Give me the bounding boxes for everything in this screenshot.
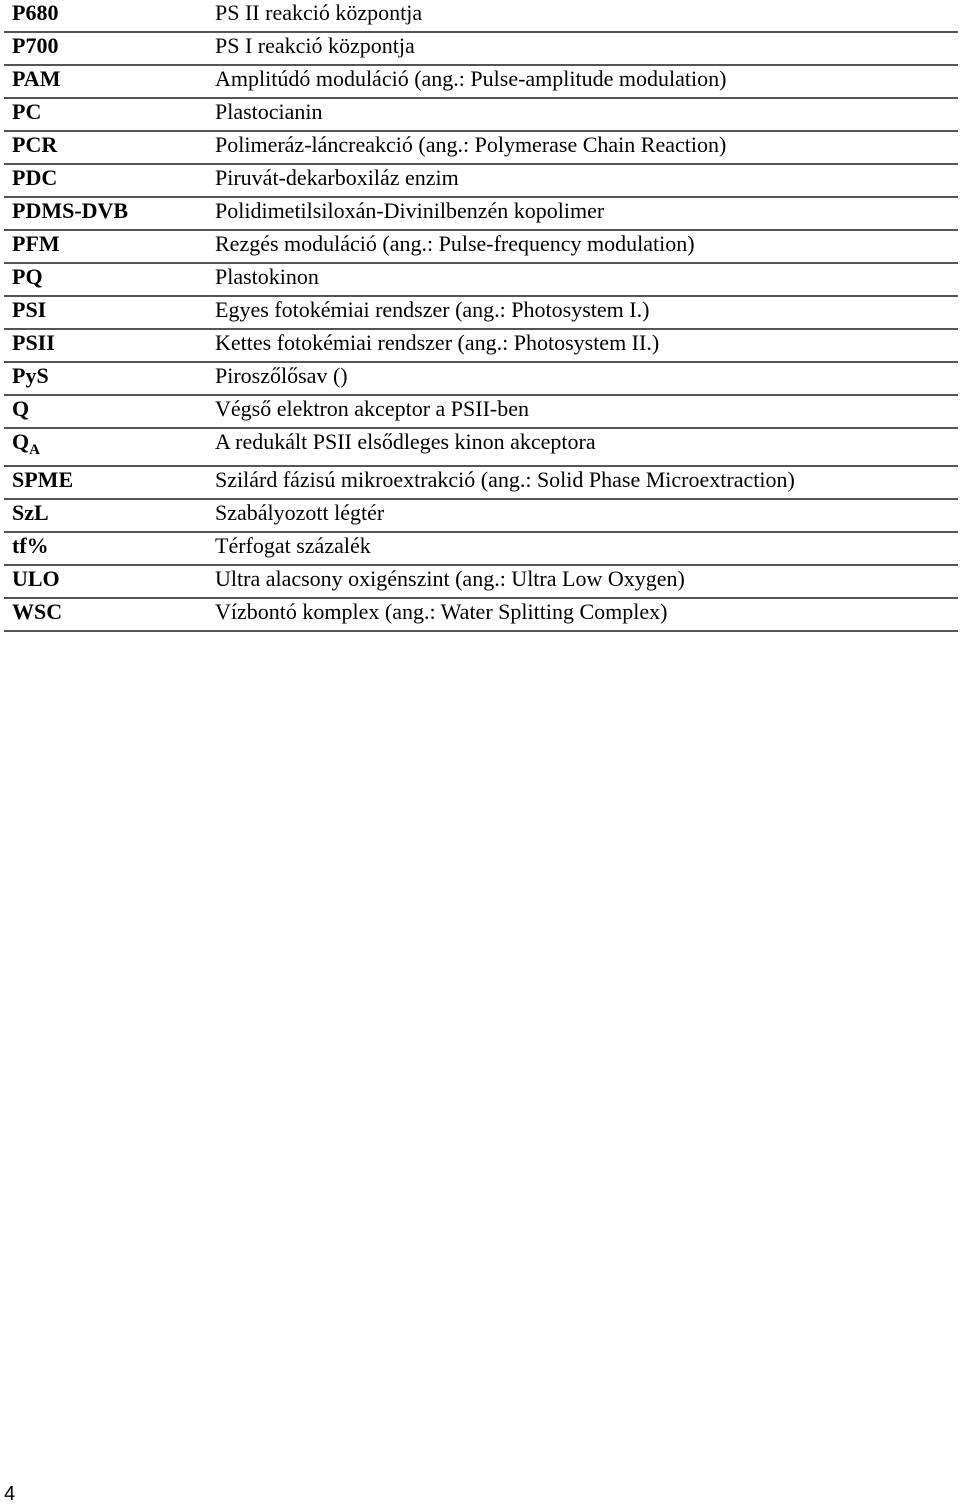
abbreviation-definition: Plastokinon bbox=[215, 264, 319, 289]
table-row bbox=[4, 533, 958, 566]
table-row bbox=[4, 396, 958, 429]
abbreviation-definition: Piroszőlősav () bbox=[215, 363, 348, 388]
abbreviation-definition: Rezgés moduláció (ang.: Pulse-frequency modulation) bbox=[215, 231, 695, 256]
table-row bbox=[4, 165, 958, 198]
abbreviation-definition: A redukált PSII elsődleges kinon akceptora bbox=[215, 429, 596, 454]
abbreviation-definition: Térfogat százalék bbox=[215, 533, 371, 558]
table-row bbox=[4, 66, 958, 99]
abbreviation-table bbox=[4, 0, 958, 632]
abbreviation-definition: Kettes fotokémiai rendszer (ang.: Photosystem II.) bbox=[215, 330, 660, 355]
abbreviation-term: ULO bbox=[12, 566, 60, 591]
table-row bbox=[4, 198, 958, 231]
abbreviation-definition: Polimeráz-láncreakció (ang.: Polymerase Chain Reaction) bbox=[215, 132, 727, 157]
abbreviation-term: PyS bbox=[12, 363, 49, 388]
abbreviation-term: SPME bbox=[12, 467, 74, 492]
abbreviation-term: PC bbox=[12, 99, 42, 124]
abbreviation-definition: Polidimetilsiloxán-Divinilbenzén kopolimer bbox=[215, 198, 605, 223]
table-row bbox=[4, 363, 958, 396]
abbreviation-definition: Szabályozott légtér bbox=[215, 500, 385, 525]
abbreviation-definition: Piruvát-dekarboxiláz enzim bbox=[215, 165, 459, 190]
abbreviation-definition: Vízbontó komplex (ang.: Water Splitting Complex) bbox=[215, 599, 668, 624]
abbreviation-definition: Plastocianin bbox=[215, 99, 323, 124]
abbreviation-definition: Ultra alacsony oxigénszint (ang.: Ultra Low Oxygen) bbox=[215, 566, 685, 591]
abbreviation-definition: Végső elektron akceptor a PSII-ben bbox=[215, 396, 530, 421]
abbreviation-term: tf% bbox=[12, 533, 49, 558]
table-row bbox=[4, 330, 958, 363]
abbreviation-term bbox=[12, 429, 40, 458]
table-row bbox=[4, 566, 958, 599]
abbreviation-definition: PS I reakció központja bbox=[215, 33, 415, 58]
abbreviation-term: P700 bbox=[12, 33, 59, 58]
table-row bbox=[4, 0, 958, 33]
abbreviation-term: PDMS-DVB bbox=[12, 198, 129, 223]
abbreviation-definition: PS II reakció központja bbox=[215, 0, 423, 25]
abbreviation-term: WSC bbox=[12, 599, 63, 624]
table-row bbox=[4, 500, 958, 533]
abbreviation-term-subscript: A bbox=[29, 442, 40, 458]
table-row bbox=[4, 231, 958, 264]
table-row bbox=[4, 599, 958, 632]
abbreviation-definition: Amplitúdó moduláció (ang.: Pulse-amplitude modulation) bbox=[215, 66, 727, 91]
table-row bbox=[4, 264, 958, 297]
abbreviation-term: PSII bbox=[12, 330, 55, 355]
abbreviation-term: PAM bbox=[12, 66, 61, 91]
abbreviation-term: PQ bbox=[12, 264, 43, 289]
table-row bbox=[4, 429, 958, 467]
table-row bbox=[4, 297, 958, 330]
table-row bbox=[4, 467, 958, 500]
abbreviation-term: SzL bbox=[12, 500, 49, 525]
abbreviation-term: PFM bbox=[12, 231, 60, 256]
abbreviation-definition: Egyes fotokémiai rendszer (ang.: Photosystem I.) bbox=[215, 297, 650, 322]
abbreviation-definition: Szilárd fázisú mikroextrakció (ang.: Solid Phase Microextraction) bbox=[215, 467, 795, 492]
abbreviation-term: PDC bbox=[12, 165, 58, 190]
abbreviation-term: PCR bbox=[12, 132, 58, 157]
abbreviation-term: PSI bbox=[12, 297, 47, 322]
abbreviation-term: Q bbox=[12, 396, 30, 421]
page-number: 4 bbox=[4, 1483, 16, 1505]
table-row bbox=[4, 33, 958, 66]
table-row bbox=[4, 99, 958, 132]
table-row bbox=[4, 132, 958, 165]
abbreviation-term: P680 bbox=[12, 0, 59, 25]
abbreviation-term-base: Q bbox=[12, 429, 30, 454]
